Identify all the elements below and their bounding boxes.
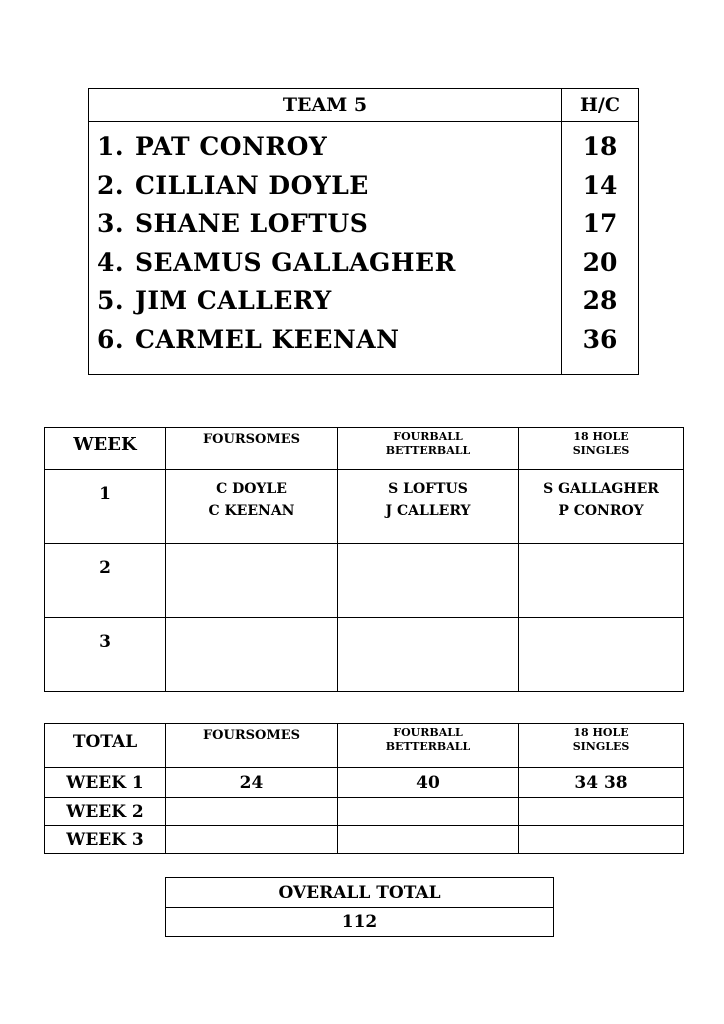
singles-header <box>519 428 684 470</box>
fourball-pair <box>338 470 519 544</box>
singles-header-line2: SINGLES <box>572 740 630 753</box>
fourball-header-line2: BETTERBALL <box>385 444 471 457</box>
overall-total-table <box>165 877 554 937</box>
overall-total-title: OVERALL TOTAL <box>166 878 554 908</box>
total-row <box>45 798 684 826</box>
fourball-header <box>338 428 519 470</box>
fourball-header <box>338 724 519 768</box>
foursomes-pair <box>166 470 338 544</box>
foursomes-score: 24 <box>166 768 338 798</box>
player-name: SHANE LOFTUS <box>135 209 369 238</box>
handicap-list <box>562 122 639 375</box>
total-week-label: WEEK 1 <box>45 768 166 798</box>
fourball-score <box>338 798 519 826</box>
singles-pair <box>519 618 684 692</box>
pair-player: S LOFTUS <box>388 481 468 497</box>
fourball-header-line2: BETTERBALL <box>385 740 471 753</box>
player-handicap: 18 <box>582 132 618 161</box>
player-row <box>97 321 561 360</box>
pair-player: C KEENAN <box>208 503 295 519</box>
player-number: 6. <box>97 324 125 354</box>
player-name: SEAMUS GALLAGHER <box>135 247 456 277</box>
foursomes-pair <box>166 618 338 692</box>
foursomes-header: FOURSOMES <box>166 428 338 470</box>
week-number: 1 <box>45 470 166 544</box>
week-number: 3 <box>45 618 166 692</box>
pairings-table <box>44 427 684 692</box>
foursomes-pair <box>166 544 338 618</box>
week-row <box>45 470 684 544</box>
fourball-score <box>338 826 519 854</box>
singles-pair <box>519 544 684 618</box>
foursomes-score <box>166 798 338 826</box>
singles-header-line2: SINGLES <box>572 444 630 457</box>
player-row <box>97 128 561 167</box>
total-row <box>45 768 684 798</box>
player-number: 4. <box>97 247 125 277</box>
overall-total-value: 112 <box>166 908 554 937</box>
player-name: CILLIAN DOYLE <box>135 170 369 200</box>
total-week-label: WEEK 3 <box>45 826 166 854</box>
player-name: PAT CONROY <box>135 132 328 161</box>
players-list <box>89 122 562 375</box>
pair-player: S GALLAGHER <box>543 481 659 497</box>
total-header: TOTAL <box>45 724 166 768</box>
player-name: JIM CALLERY <box>135 286 332 315</box>
player-row <box>97 167 561 206</box>
team-table <box>88 88 639 375</box>
fourball-header-line1: FOURBALL <box>393 726 463 739</box>
week-row <box>45 618 684 692</box>
player-number: 5. <box>97 286 125 315</box>
pair-player: P CONROY <box>558 503 644 519</box>
player-row <box>97 205 561 244</box>
player-row <box>97 282 561 321</box>
hc-header: H/C <box>562 89 639 122</box>
week-header: WEEK <box>45 428 166 470</box>
singles-score: 34 38 <box>519 768 684 798</box>
singles-header-line1: 18 HOLE <box>573 430 629 443</box>
foursomes-score <box>166 826 338 854</box>
player-handicap: 36 <box>582 324 618 354</box>
team-title: TEAM 5 <box>89 89 562 122</box>
pair-player: J CALLERY <box>385 503 471 519</box>
player-number: 3. <box>97 209 125 238</box>
totals-table <box>44 723 684 854</box>
player-number: 1. <box>97 132 125 161</box>
singles-header-line1: 18 HOLE <box>573 726 629 739</box>
singles-score <box>519 826 684 854</box>
player-handicap: 17 <box>582 209 618 238</box>
fourball-pair <box>338 618 519 692</box>
player-number: 2. <box>97 170 125 200</box>
total-row <box>45 826 684 854</box>
singles-header <box>519 724 684 768</box>
week-row <box>45 544 684 618</box>
total-week-label: WEEK 2 <box>45 798 166 826</box>
player-row <box>97 244 561 283</box>
singles-score <box>519 798 684 826</box>
fourball-pair <box>338 544 519 618</box>
pair-player: C DOYLE <box>216 481 287 497</box>
foursomes-header: FOURSOMES <box>166 724 338 768</box>
player-handicap: 28 <box>582 286 618 315</box>
week-number: 2 <box>45 544 166 618</box>
player-handicap: 14 <box>582 170 618 200</box>
singles-pair <box>519 470 684 544</box>
player-name: CARMEL KEENAN <box>135 324 400 354</box>
player-handicap: 20 <box>582 247 618 277</box>
fourball-score: 40 <box>338 768 519 798</box>
fourball-header-line1: FOURBALL <box>393 430 463 443</box>
